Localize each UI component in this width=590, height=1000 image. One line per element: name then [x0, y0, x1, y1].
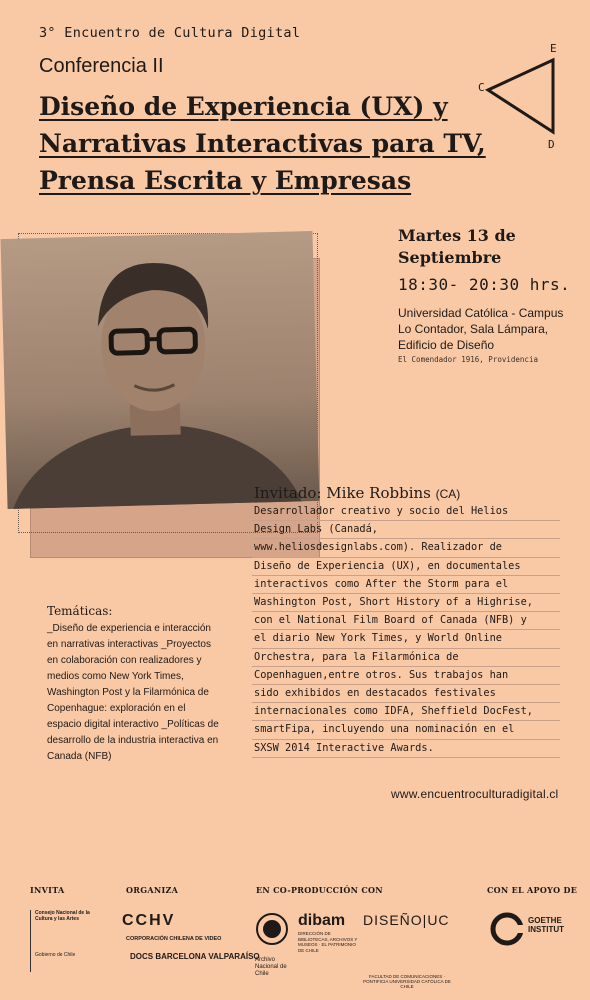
label-organiza: ORGANIZA — [126, 885, 179, 895]
dibam-subtitle: DIRECCIÓN DE BIBLIOTECAS, ARCHIVOS Y MUSEOS · EL PATRIMONIO DE CHILE — [298, 931, 358, 953]
ecd-logo — [468, 40, 578, 150]
archivo-nacional-logo — [255, 912, 293, 978]
event-address: El Comendador 1916, Providencia — [398, 355, 538, 364]
website-link[interactable]: www.encuentroculturadigital.cl — [391, 787, 559, 801]
cnca-logo — [30, 910, 98, 972]
cchv-subtitle: CORPORACIÓN CHILENA DE VIDEO — [126, 936, 222, 942]
title-line: Diseño de Experiencia (UX) y — [39, 92, 448, 121]
topics-heading: Temáticas: — [47, 604, 113, 618]
guest-label: Invitado: Mike Robbins — [254, 484, 431, 502]
bio-line: smartFipa, incluyendo una nominación en el — [252, 721, 560, 739]
bio-line: Design Labs (Canadá, — [252, 521, 560, 539]
label-apoyo: CON EL APOYO DE — [487, 885, 578, 895]
bio-line: www.heliosdesignlabs.com). Realizador de — [252, 539, 560, 557]
guest-country: (CA) — [435, 487, 461, 501]
event-date: Martes 13 de Septiembre — [398, 226, 516, 267]
bio-line: sido exhibidos en destacados festivales — [252, 685, 560, 703]
label-invita: INVITA — [30, 885, 65, 895]
bio-line: Washington Post, Short History of a Highrise, — [252, 594, 560, 612]
conference-number: Conferencia II — [39, 55, 164, 77]
event-name: 3° Encuentro de Cultura Digital — [39, 25, 301, 41]
bio-line: SXSW 2014 Interactive Awards. — [252, 740, 560, 758]
cnca-sub: Gobierno de Chile — [35, 952, 76, 958]
guest-bio — [252, 503, 560, 758]
goethe-icon — [490, 912, 524, 951]
event-time: 18:30- 20:30 hrs. — [398, 275, 571, 294]
topics-section — [47, 603, 222, 765]
label-coproduccion: EN CO-PRODUCCIÓN CON — [256, 885, 383, 895]
title-line: Narrativas Interactivas para TV, — [39, 129, 486, 158]
bio-line: Copenhaguen,entre otros. Sus trabajos han — [252, 667, 560, 685]
diseno-uc-logo: DISEÑO|UC — [363, 912, 450, 928]
archivo-name: Archivo Nacional de Chile — [255, 957, 287, 977]
bio-line: el diario New York Times, y World Online — [252, 630, 560, 648]
bio-line: Orchestra, para la Filarmónica de — [252, 649, 560, 667]
facultad-comunicaciones-logo: FACULTAD DE COMUNICACIONES · PONTIFICIA UNIVERSIDAD CATÓLICA DE CHILE — [363, 974, 451, 989]
cnca-name: Consejo Nacional de la Cultura y las Artes — [35, 910, 90, 922]
bio-line: Diseño de Experiencia (UX), en documentales — [252, 558, 560, 576]
goethe-logo-text: GOETHE INSTITUT — [528, 916, 564, 934]
bio-line: interactivos como After the Storm para el — [252, 576, 560, 594]
logo-letter-c: C — [478, 81, 485, 94]
title-line: Prensa Escrita y Empresas — [39, 166, 412, 195]
logo-letter-e: E — [550, 42, 557, 55]
bio-line: con el National Film Board of Canada (NFB) y — [252, 612, 560, 630]
event-place: Universidad Católica - Campus Lo Contador, Sala Lámpara, Edificio de Diseño — [398, 306, 564, 352]
speaker-photo — [1, 231, 320, 509]
bio-line: internacionales como IDFA, Sheffield DocFest, — [252, 703, 560, 721]
guest-name — [254, 484, 460, 502]
bio-line: Desarrollador creativo y socio del Helios — [252, 503, 560, 521]
cchv-logo: CCHV — [122, 912, 176, 929]
conference-title — [39, 88, 519, 199]
topics-text: _Diseño de experiencia e interacción en narrativas interactivas _Proyectos en colaboración con realizadores y medios como New York Times, Washington Post y la Filarmónica de Copenhague: exploración en el espacio digital interactivo _Políticas de desarrollo de la industria interactiva en Canada (NFB) — [47, 623, 219, 762]
logo-letter-d: D — [548, 138, 555, 150]
dibam-logo: dibam — [298, 912, 346, 929]
docs-logo: DOCS BARCELONA VALPARAÍSO — [130, 952, 260, 961]
